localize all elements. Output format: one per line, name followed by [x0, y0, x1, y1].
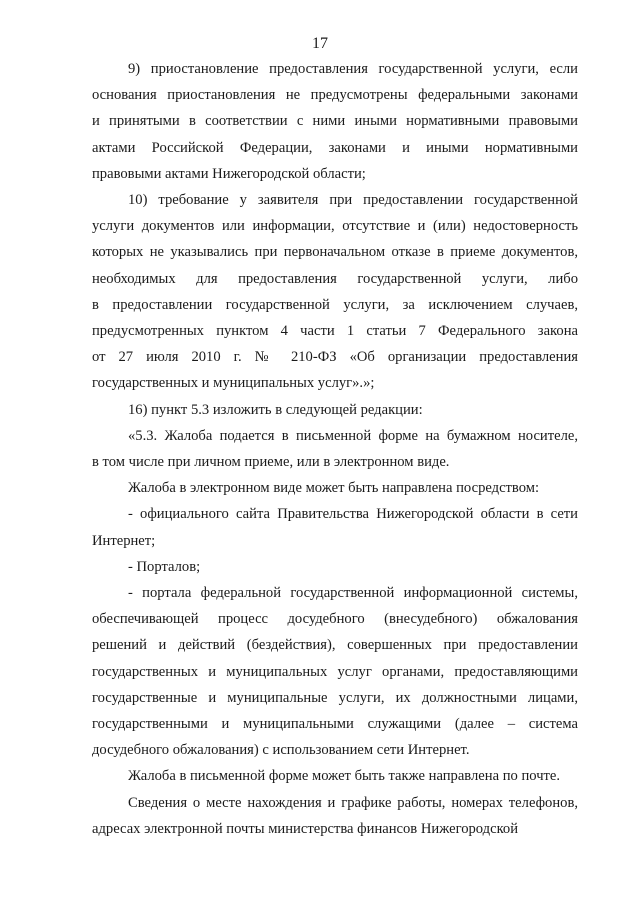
text-line: - Порталов; [128, 558, 201, 575]
text-line: государственными и муниципальными служащими (далее – система [92, 716, 578, 733]
text-line: Жалоба в электронном виде может быть направлена посредством: [128, 480, 540, 497]
text-line: в предоставлении государственной услуги, за исключением случаев, [92, 296, 578, 313]
text-line: 10) требование у заявителя при предоставлении государственной [128, 192, 578, 209]
text-line: «5.3. Жалоба подается в письменной форме на бумажном носителе, [128, 427, 578, 444]
text-line: 16) пункт 5.3 изложить в следующей редакции: [128, 401, 423, 418]
text-line: государственных и муниципальных услуг».»; [92, 375, 375, 392]
paragraph [92, 790, 578, 842]
text-line: актами Российской Федерации, законами и иными нормативными [92, 139, 578, 156]
paragraph [92, 501, 578, 553]
text-line: услуги документов или информации, отсутствие и (или) недостоверность [92, 218, 578, 235]
text-line: адресах электронной почты министерства финансов Нижегородской [92, 820, 519, 837]
text-line: досудебного обжалования) с использованием сети Интернет. [92, 742, 470, 759]
text-line: основания приостановления не предусмотрены федеральными законами [92, 87, 578, 104]
text-line: Жалоба в письменной форме может быть также направлена по почте. [128, 768, 561, 785]
text-line: предусмотренных пунктом 4 части 1 статьи 7 Федерального закона [92, 323, 578, 340]
text-line: обеспечивающей процесс досудебного (внесудебного) обжалования [92, 611, 578, 628]
text-line: которых не указывались при первоначальном отказе в приеме документов, [92, 244, 578, 261]
paragraph [92, 580, 578, 763]
paragraph [92, 56, 578, 187]
paragraph [92, 475, 578, 501]
paragraph [92, 187, 578, 397]
text-line: Сведения о месте нахождения и графике работы, номерах телефонов, [128, 794, 578, 811]
text-line: в том числе при личном приеме, или в электронном виде. [92, 454, 450, 471]
document-body [92, 56, 578, 842]
text-line: - портала федеральной государственной информационной системы, [128, 585, 578, 602]
paragraph [92, 423, 578, 475]
text-line: государственных и муниципальных услуг органами, предоставляющими [92, 663, 578, 680]
text-line: от 27 июля 2010 г. № 210-ФЗ «Об организации предоставления [92, 349, 578, 366]
text-line: государственные и муниципальные услуги, их должностными лицами, [92, 689, 578, 706]
text-line: и принятыми в соответствии с ними иными нормативными правовыми [92, 113, 578, 130]
paragraph [92, 763, 578, 789]
text-line: Интернет; [92, 532, 156, 549]
text-line: - официального сайта Правительства Нижегородской области в сети [128, 506, 578, 523]
paragraph [92, 397, 578, 423]
text-line: необходимых для предоставления государственной услуги, либо [92, 270, 578, 287]
text-line: 9) приостановление предоставления государственной услуги, если [128, 61, 578, 77]
text-line: решений и действий (бездействия), совершенных при предоставлении [92, 637, 578, 654]
text-line: правовыми актами Нижегородской области; [92, 165, 366, 182]
page-number: 17 [312, 35, 328, 52]
paragraph [92, 554, 578, 580]
